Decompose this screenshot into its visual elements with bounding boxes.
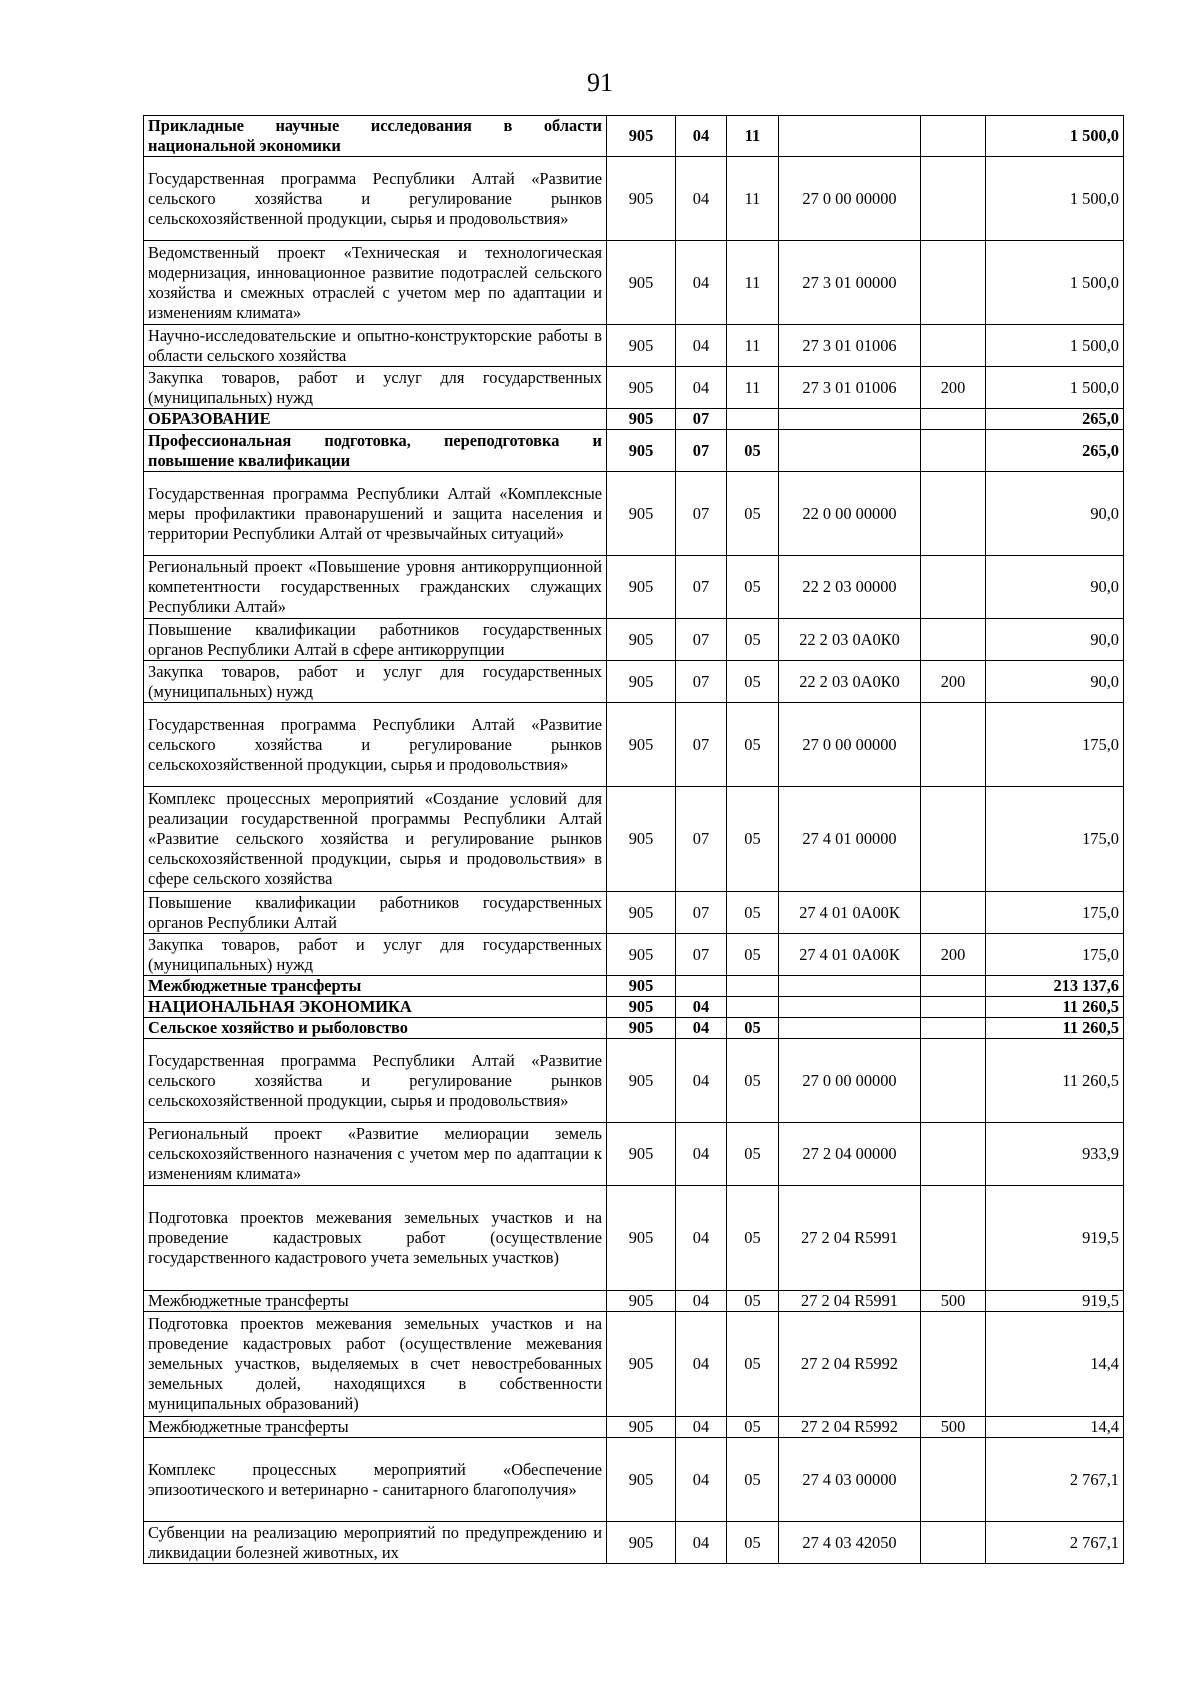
target-article-cell: 27 2 04 R5992 <box>779 1312 921 1417</box>
subsection-code-cell: 05 <box>727 1123 779 1186</box>
subsection-code-cell: 05 <box>727 787 779 892</box>
subsection-code-cell: 05 <box>727 703 779 787</box>
admin-code-cell: 905 <box>607 1312 676 1417</box>
table-row <box>144 1438 1124 1522</box>
target-article-cell <box>779 976 921 997</box>
admin-code-cell: 905 <box>607 619 676 661</box>
amount-cell: 1 500,0 <box>986 367 1124 409</box>
amount-cell: 175,0 <box>986 892 1124 934</box>
amount-cell: 1 500,0 <box>986 157 1124 241</box>
subsection-code-cell: 05 <box>727 1018 779 1039</box>
target-article-cell: 27 4 01 00000 <box>779 787 921 892</box>
admin-code-cell: 905 <box>607 1123 676 1186</box>
subsection-code-cell: 05 <box>727 556 779 619</box>
subsection-code-cell: 05 <box>727 472 779 556</box>
target-article-cell: 27 3 01 00000 <box>779 241 921 325</box>
section-code-cell <box>676 976 727 997</box>
table-row <box>144 1186 1124 1291</box>
expense-type-cell <box>921 1186 986 1291</box>
target-article-cell: 22 0 00 00000 <box>779 472 921 556</box>
expense-type-cell: 500 <box>921 1291 986 1312</box>
item-name-cell: Межбюджетные трансферты <box>144 976 607 997</box>
admin-code-cell: 905 <box>607 1186 676 1291</box>
expense-type-cell <box>921 472 986 556</box>
section-code-cell: 07 <box>676 472 727 556</box>
amount-cell: 1 500,0 <box>986 325 1124 367</box>
budget-table <box>143 115 1124 1564</box>
expense-type-cell <box>921 325 986 367</box>
section-code-cell: 07 <box>676 787 727 892</box>
section-code-cell: 04 <box>676 325 727 367</box>
expense-type-cell <box>921 556 986 619</box>
subsection-code-cell: 05 <box>727 1312 779 1417</box>
admin-code-cell: 905 <box>607 1522 676 1564</box>
expense-type-cell <box>921 157 986 241</box>
item-name-cell: Прикладные научные исследования в области национальной экономики <box>144 116 607 157</box>
admin-code-cell: 905 <box>607 472 676 556</box>
target-article-cell: 27 0 00 00000 <box>779 1039 921 1123</box>
item-name-cell: ОБРАЗОВАНИЕ <box>144 409 607 430</box>
expense-type-cell <box>921 1123 986 1186</box>
item-name-cell: Государственная программа Республики Алтай «Развитие сельского хозяйства и регулирование рынков сельскохозяйственной продукции, сырья и продовольствия» <box>144 703 607 787</box>
item-name-cell: НАЦИОНАЛЬНАЯ ЭКОНОМИКА <box>144 997 607 1018</box>
subsection-code-cell: 05 <box>727 1186 779 1291</box>
section-code-cell: 07 <box>676 430 727 472</box>
table-body <box>144 116 1124 1564</box>
expense-type-cell: 200 <box>921 661 986 703</box>
section-code-cell: 07 <box>676 934 727 976</box>
section-code-cell: 04 <box>676 1291 727 1312</box>
item-name-cell: Закупка товаров, работ и услуг для государственных (муниципальных) нужд <box>144 661 607 703</box>
expense-type-cell <box>921 619 986 661</box>
section-code-cell: 04 <box>676 1417 727 1438</box>
expense-type-cell <box>921 787 986 892</box>
section-code-cell: 04 <box>676 1522 727 1564</box>
amount-cell: 2 767,1 <box>986 1438 1124 1522</box>
section-code-cell: 07 <box>676 661 727 703</box>
item-name-cell: Государственная программа Республики Алтай «Развитие сельского хозяйства и регулирование рынков сельскохозяйственной продукции, сырья и продовольствия» <box>144 1039 607 1123</box>
expense-type-cell <box>921 116 986 157</box>
item-name-cell: Государственная программа Республики Алтай «Комплексные меры профилактики правонарушений и защита населения и территории Республики Алтай от чрезвычайных ситуаций» <box>144 472 607 556</box>
table-row <box>144 661 1124 703</box>
item-name-cell: Комплекс процессных мероприятий «Обеспечение эпизоотического и ветеринарно - санитарного благополучия» <box>144 1438 607 1522</box>
expense-type-cell: 200 <box>921 367 986 409</box>
target-article-cell: 27 2 04 R5991 <box>779 1186 921 1291</box>
amount-cell: 2 767,1 <box>986 1522 1124 1564</box>
section-code-cell: 04 <box>676 1438 727 1522</box>
target-article-cell <box>779 1018 921 1039</box>
admin-code-cell: 905 <box>607 1438 676 1522</box>
expense-type-cell: 200 <box>921 934 986 976</box>
expense-type-cell <box>921 1522 986 1564</box>
table-row <box>144 703 1124 787</box>
expense-type-cell <box>921 409 986 430</box>
page-number: 91 <box>587 68 613 97</box>
admin-code-cell: 905 <box>607 1039 676 1123</box>
amount-cell: 175,0 <box>986 787 1124 892</box>
section-code-cell: 04 <box>676 157 727 241</box>
amount-cell: 90,0 <box>986 661 1124 703</box>
expense-type-cell: 500 <box>921 1417 986 1438</box>
amount-cell: 11 260,5 <box>986 997 1124 1018</box>
section-code-cell: 04 <box>676 997 727 1018</box>
expense-type-cell <box>921 976 986 997</box>
target-article-cell: 27 2 04 R5992 <box>779 1417 921 1438</box>
table-row <box>144 976 1124 997</box>
target-article-cell: 27 4 01 0А00К <box>779 892 921 934</box>
admin-code-cell: 905 <box>607 116 676 157</box>
item-name-cell: Закупка товаров, работ и услуг для государственных (муниципальных) нужд <box>144 934 607 976</box>
target-article-cell: 27 2 04 00000 <box>779 1123 921 1186</box>
admin-code-cell: 905 <box>607 1291 676 1312</box>
section-code-cell: 04 <box>676 1123 727 1186</box>
item-name-cell: Межбюджетные трансферты <box>144 1291 607 1312</box>
target-article-cell: 27 0 00 00000 <box>779 157 921 241</box>
amount-cell: 14,4 <box>986 1312 1124 1417</box>
section-code-cell: 04 <box>676 1018 727 1039</box>
amount-cell: 11 260,5 <box>986 1039 1124 1123</box>
subsection-code-cell: 05 <box>727 1438 779 1522</box>
target-article-cell <box>779 430 921 472</box>
item-name-cell: Региональный проект «Развитие мелиорации земель сельскохозяйственного назначения с учетом мер по адаптации к изменениям климата» <box>144 1123 607 1186</box>
item-name-cell: Подготовка проектов межевания земельных участков и на проведение кадастровых работ (осуществление межевания земельных участков, выделяемых в счет невостребованных земельных долей, находящихся в собственности муниципальных образований) <box>144 1312 607 1417</box>
item-name-cell: Сельское хозяйство и рыболовство <box>144 1018 607 1039</box>
expense-type-cell <box>921 703 986 787</box>
subsection-code-cell <box>727 409 779 430</box>
section-code-cell: 04 <box>676 1312 727 1417</box>
amount-cell: 14,4 <box>986 1417 1124 1438</box>
section-code-cell: 07 <box>676 619 727 661</box>
item-name-cell: Повышение квалификации работников государственных органов Республики Алтай <box>144 892 607 934</box>
admin-code-cell: 905 <box>607 241 676 325</box>
target-article-cell: 22 2 03 00000 <box>779 556 921 619</box>
table-row <box>144 157 1124 241</box>
admin-code-cell: 905 <box>607 892 676 934</box>
table-row <box>144 367 1124 409</box>
section-code-cell: 04 <box>676 367 727 409</box>
item-name-cell: Государственная программа Республики Алтай «Развитие сельского хозяйства и регулирование рынков сельскохозяйственной продукции, сырья и продовольствия» <box>144 157 607 241</box>
expense-type-cell <box>921 892 986 934</box>
subsection-code-cell: 05 <box>727 1291 779 1312</box>
amount-cell: 90,0 <box>986 556 1124 619</box>
admin-code-cell: 905 <box>607 1417 676 1438</box>
admin-code-cell: 905 <box>607 997 676 1018</box>
target-article-cell: 27 4 01 0А00К <box>779 934 921 976</box>
item-name-cell: Межбюджетные трансферты <box>144 1417 607 1438</box>
admin-code-cell: 905 <box>607 430 676 472</box>
admin-code-cell: 905 <box>607 367 676 409</box>
table-row <box>144 1522 1124 1564</box>
amount-cell: 265,0 <box>986 430 1124 472</box>
expense-type-cell <box>921 1312 986 1417</box>
admin-code-cell: 905 <box>607 409 676 430</box>
expense-type-cell <box>921 1039 986 1123</box>
table-row <box>144 1417 1124 1438</box>
table-row <box>144 556 1124 619</box>
expense-type-cell <box>921 997 986 1018</box>
amount-cell: 1 500,0 <box>986 241 1124 325</box>
subsection-code-cell: 11 <box>727 367 779 409</box>
subsection-code-cell: 05 <box>727 1417 779 1438</box>
expense-type-cell <box>921 1018 986 1039</box>
table-row <box>144 619 1124 661</box>
section-code-cell: 07 <box>676 556 727 619</box>
admin-code-cell: 905 <box>607 976 676 997</box>
subsection-code-cell: 05 <box>727 1039 779 1123</box>
table-row <box>144 1018 1124 1039</box>
subsection-code-cell: 11 <box>727 157 779 241</box>
subsection-code-cell: 11 <box>727 116 779 157</box>
table-row <box>144 472 1124 556</box>
amount-cell: 213 137,6 <box>986 976 1124 997</box>
section-code-cell: 04 <box>676 116 727 157</box>
admin-code-cell: 905 <box>607 703 676 787</box>
section-code-cell: 04 <box>676 241 727 325</box>
target-article-cell <box>779 997 921 1018</box>
amount-cell: 90,0 <box>986 619 1124 661</box>
item-name-cell: Подготовка проектов межевания земельных участков и на проведение кадастровых работ (осуществление государственного кадастрового учета земельных участков) <box>144 1186 607 1291</box>
target-article-cell <box>779 116 921 157</box>
admin-code-cell: 905 <box>607 661 676 703</box>
item-name-cell: Региональный проект «Повышение уровня антикоррупционной компетентности государственных гражданских служащих Республики Алтай» <box>144 556 607 619</box>
target-article-cell: 22 2 03 0А0К0 <box>779 619 921 661</box>
table-row <box>144 430 1124 472</box>
amount-cell: 933,9 <box>986 1123 1124 1186</box>
section-code-cell: 04 <box>676 1186 727 1291</box>
subsection-code-cell: 05 <box>727 1522 779 1564</box>
target-article-cell: 27 3 01 01006 <box>779 367 921 409</box>
section-code-cell: 07 <box>676 892 727 934</box>
target-article-cell: 27 4 03 42050 <box>779 1522 921 1564</box>
section-code-cell: 04 <box>676 1039 727 1123</box>
table-row <box>144 1291 1124 1312</box>
target-article-cell: 27 2 04 R5991 <box>779 1291 921 1312</box>
subsection-code-cell: 05 <box>727 619 779 661</box>
amount-cell: 175,0 <box>986 703 1124 787</box>
subsection-code-cell <box>727 976 779 997</box>
item-name-cell: Закупка товаров, работ и услуг для государственных (муниципальных) нужд <box>144 367 607 409</box>
amount-cell: 11 260,5 <box>986 1018 1124 1039</box>
subsection-code-cell: 05 <box>727 430 779 472</box>
item-name-cell: Научно-исследовательские и опытно-конструкторские работы в области сельского хозяйства <box>144 325 607 367</box>
admin-code-cell: 905 <box>607 556 676 619</box>
subsection-code-cell: 05 <box>727 934 779 976</box>
item-name-cell: Профессиональная подготовка, переподготовка и повышение квалификации <box>144 430 607 472</box>
amount-cell: 919,5 <box>986 1186 1124 1291</box>
admin-code-cell: 905 <box>607 1018 676 1039</box>
section-code-cell: 07 <box>676 703 727 787</box>
subsection-code-cell: 11 <box>727 241 779 325</box>
expense-type-cell <box>921 1438 986 1522</box>
section-code-cell: 07 <box>676 409 727 430</box>
subsection-code-cell: 11 <box>727 325 779 367</box>
subsection-code-cell: 05 <box>727 661 779 703</box>
table-row <box>144 325 1124 367</box>
admin-code-cell: 905 <box>607 934 676 976</box>
target-article-cell: 27 4 03 00000 <box>779 1438 921 1522</box>
target-article-cell: 27 3 01 01006 <box>779 325 921 367</box>
subsection-code-cell <box>727 997 779 1018</box>
item-name-cell: Ведомственный проект «Техническая и технологическая модернизация, инновационное развитие подотраслей сельского хозяйства и смежных отраслей с учетом мер по адаптации и изменениям климата» <box>144 241 607 325</box>
admin-code-cell: 905 <box>607 157 676 241</box>
target-article-cell: 27 0 00 00000 <box>779 703 921 787</box>
table-row <box>144 409 1124 430</box>
subsection-code-cell: 05 <box>727 892 779 934</box>
amount-cell: 1 500,0 <box>986 116 1124 157</box>
table-row <box>144 241 1124 325</box>
expense-type-cell <box>921 430 986 472</box>
admin-code-cell: 905 <box>607 787 676 892</box>
table-row <box>144 787 1124 892</box>
item-name-cell: Комплекс процессных мероприятий «Создание условий для реализации государственной программы Республики Алтай «Развитие сельского хозяйства и регулирование рынков сельскохозяйственной продукции, сырья и продовольствия» в сфере сельского хозяйства <box>144 787 607 892</box>
table-row <box>144 116 1124 157</box>
table-row <box>144 934 1124 976</box>
table-row <box>144 892 1124 934</box>
target-article-cell: 22 2 03 0А0К0 <box>779 661 921 703</box>
table-row <box>144 1123 1124 1186</box>
amount-cell: 919,5 <box>986 1291 1124 1312</box>
amount-cell: 90,0 <box>986 472 1124 556</box>
item-name-cell: Повышение квалификации работников государственных органов Республики Алтай в сфере антикоррупции <box>144 619 607 661</box>
target-article-cell <box>779 409 921 430</box>
amount-cell: 265,0 <box>986 409 1124 430</box>
amount-cell: 175,0 <box>986 934 1124 976</box>
item-name-cell: Субвенции на реализацию мероприятий по предупреждению и ликвидации болезней животных, их <box>144 1522 607 1564</box>
table-row <box>144 997 1124 1018</box>
expense-type-cell <box>921 241 986 325</box>
admin-code-cell: 905 <box>607 325 676 367</box>
table-row <box>144 1039 1124 1123</box>
table-row <box>144 1312 1124 1417</box>
